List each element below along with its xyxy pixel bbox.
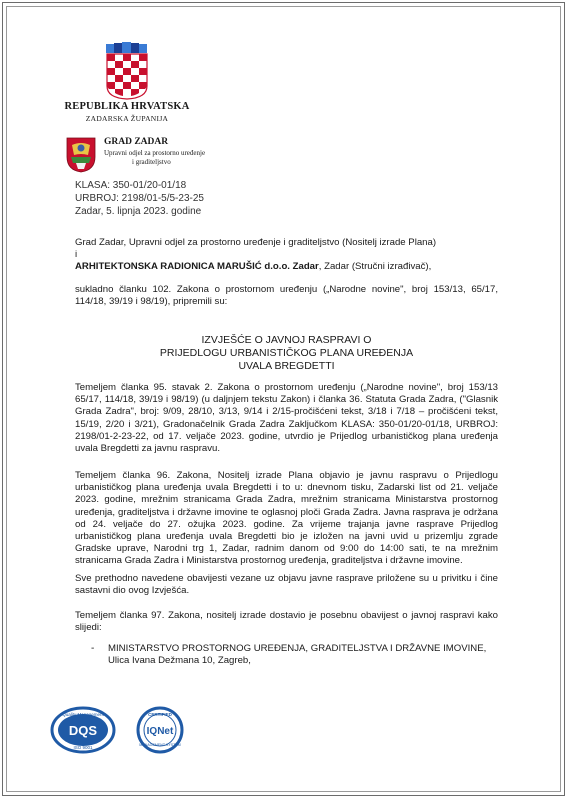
party-2	[75, 261, 498, 273]
paragraph-4: Temeljem članka 97. Zakona, nositelj izrade dostavio je posebnu obavijest o javnoj raspravi kako slijedi:	[75, 610, 498, 634]
urbroj-reference: URBROJ: 2198/01-5/5-23-25	[75, 193, 204, 204]
iqnet-certification-logo	[136, 706, 184, 754]
zadar-city-crest-icon	[66, 137, 96, 173]
paragraph-1: Temeljem članka 95. stavak 2. Zakona o prostornom uređenju („Narodne novine", broj 153/13 65/17, 114/18, 39/19 i 98/19) (u daljnjem tekstu Zakon) i članka 36. Statuta Grada Zadra, ("Glasnik Grada Zadra", broj: 9/09, 28/10, 3/13, 9/14 i 2/15-pročišćeni tekst, 3/18 i 7/18 – pročišćeni tekst, 15/19, 2/20 i 3/21), Gradonačelnik Grada Zadra Zaključkom KLASA: 350-01/20-01/18, URBROJ: 2198/01-2-23-22, od 17. veljače 2023. godine, utvrdio je Prijedlog urbanističkog plana uređenja uvala Bregdetti za javnu raspravu.	[75, 382, 498, 455]
paragraph-3: Sve prethodno navedene obavijesti vezane uz objavu javne rasprave priložene su u privitku i čine sastavni dio ovog Izvješća.	[75, 573, 498, 597]
dqs-bottom-text: ISO 9001	[73, 745, 93, 750]
party-2-role: , Zadar (Stručni izrađivač),	[318, 261, 432, 272]
report-title-line2: PRIJEDLOGU URBANISTIČKOG PLANA UREĐENJA	[159, 347, 414, 359]
dqs-mark-text: DQS	[68, 723, 98, 738]
party-2-name: ARHITEKTONSKA RADIONICA MARUŠIĆ d.o.o. Zadar	[75, 261, 319, 272]
report-title-line3: UVALA BREGDETTI	[238, 360, 335, 372]
country-name: REPUBLIKA HRVATSKA	[64, 101, 190, 112]
report-title-line1: IZVJEŠĆE O JAVNOJ RASPRAVI O	[201, 334, 372, 346]
klasa-reference: KLASA: 350-01/20-01/18	[75, 180, 187, 191]
paragraph-2: Temeljem članka 96. Zakona, Nositelj izrade Plana objavio je javnu raspravu o Prijedlogu urbanističkog plana uređenja uvala Bregdetti i to u: dnevnom tisku, Zadarski list od 21. veljače 2023. godine, mrežnim stranicama Grada Zadra, mrežnim stranicama Ministarstva prostornog uređenja, graditeljstva i državne imovine te oglasnoj ploči Grada Zadra. Javna rasprava je održana od 24. veljače do 27. ožujka 2023. godine. Za vrijeme trajanja javne rasprave Prijedlog urbanističkog plana uređenja uvala Bregdetti bio je izložen na javni uvid u prizemlju zgrade Gradske uprave, Narodni trg 1, Zadar, radnim danom od 9:00 do 14:00 sati, te na mrežnim stranicama Grada Zadra i Ministarstva prostornog uređenja, graditeljstva i državne imovine.	[75, 470, 498, 567]
iqnet-mark-text: IQNet	[146, 726, 174, 737]
dqs-certification-logo	[50, 706, 116, 754]
city-name: GRAD ZADAR	[104, 137, 169, 147]
document-date: Zadar, 5. lipnja 2023. godine	[75, 206, 202, 217]
list-item-line1: MINISTARSTVO PROSTORNOG UREĐENJA, GRADITELJSTVA I DRŽAVNE IMOVINE,	[108, 643, 487, 654]
list-item-line2: Ulica Ivana Dežmana 10, Zagreb,	[108, 655, 251, 666]
iqnet-top-text: CERTIFIED	[148, 712, 172, 717]
croatian-coat-of-arms-icon	[104, 42, 150, 100]
party-1	[75, 237, 498, 249]
list-bullet: -	[91, 643, 95, 654]
party-conjunction: i	[75, 249, 78, 260]
party-1-name: Grad Zadar, Upravni odjel za prostorno uređenje i graditeljstvo	[75, 237, 340, 248]
iqnet-bottom-text: MANAGEMENT SYSTEM	[139, 743, 181, 747]
county-name: ZADARSKA ŽUPANIJA	[85, 114, 169, 123]
intro-paragraph: sukladno članku 102. Zakona o prostornom uređenju („Narodne novine", broj 153/13, 65/17, 114/18, 39/19 i 98/19), pripremili su:	[75, 284, 498, 308]
department-name-line1: Upravni odjel za prostorno uređenje	[104, 149, 206, 157]
department-name-line2: i graditeljstvo	[132, 158, 171, 166]
dqs-top-text: Quality Management	[62, 712, 104, 717]
party-1-role: (Nositelj izrade Plana)	[339, 237, 437, 248]
